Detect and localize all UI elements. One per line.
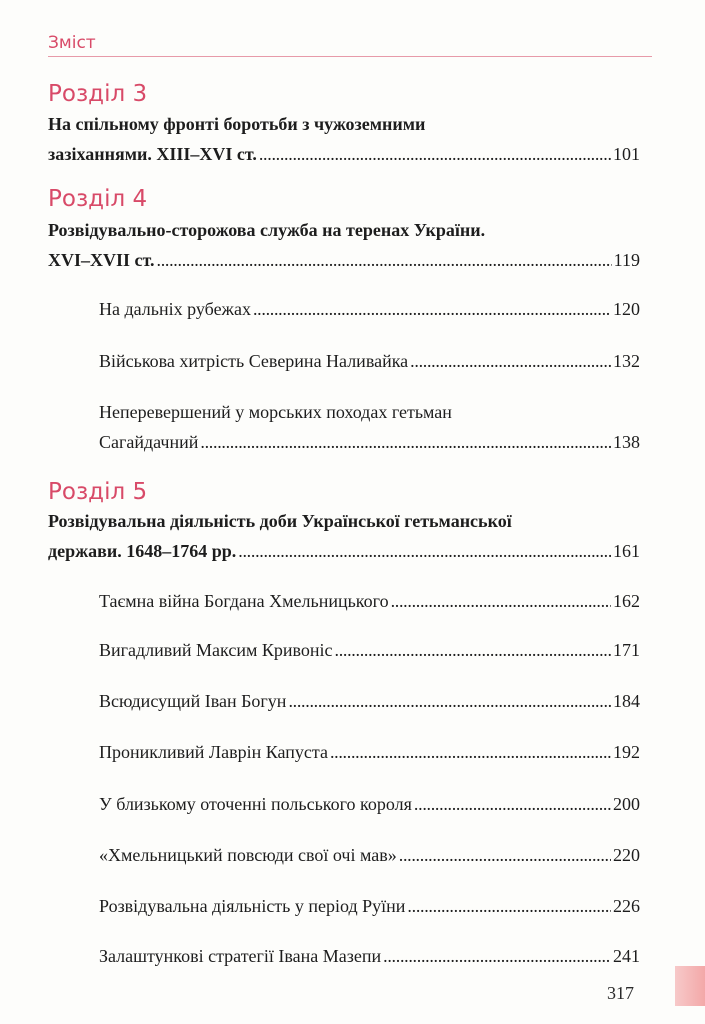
toc-entry-text: Таємна війна Богдана Хмельницького bbox=[99, 591, 389, 611]
toc-entry-text: Сагайдачний bbox=[99, 432, 199, 452]
toc-entry-text: XVI–XVII ст. bbox=[48, 250, 155, 270]
toc-entry-text: Розвідувальна діяльність у період Руїни bbox=[99, 896, 406, 916]
toc-entry[interactable] bbox=[99, 298, 640, 320]
toc-entry[interactable] bbox=[99, 741, 640, 763]
toc-entry[interactable] bbox=[99, 895, 640, 917]
toc-entry-text: У близькому оточенні польського короля bbox=[99, 794, 412, 814]
toc-entry-text: Неперевершений у морських походах гетьман bbox=[99, 402, 452, 422]
toc-entry[interactable] bbox=[99, 793, 640, 815]
toc-entry-text: Проникливий Лаврін Капуста bbox=[99, 742, 328, 762]
dot-leader bbox=[391, 590, 611, 612]
toc-entry-text: Залаштункові стратегії Івана Мазепи bbox=[99, 946, 382, 966]
page-number-ref: 101 bbox=[613, 144, 640, 164]
page-number-ref: 200 bbox=[613, 794, 640, 814]
toc-entry[interactable] bbox=[99, 401, 640, 453]
page-number-ref: 162 bbox=[613, 591, 640, 611]
dot-leader bbox=[238, 540, 611, 562]
toc-entry-text: Всюдисущий Іван Богун bbox=[99, 691, 287, 711]
dot-leader bbox=[253, 298, 611, 320]
toc-entry-text: «Хмельницький повсюди свої очі мав» bbox=[99, 845, 397, 865]
toc-entry-section-3[interactable] bbox=[48, 113, 640, 165]
toc-entry[interactable] bbox=[99, 844, 640, 866]
toc-entry[interactable] bbox=[99, 945, 640, 967]
dot-leader bbox=[330, 741, 611, 763]
toc-entry[interactable] bbox=[99, 690, 640, 712]
page-number-ref: 241 bbox=[613, 946, 640, 966]
page-number-ref: 119 bbox=[613, 250, 640, 270]
dot-leader bbox=[414, 793, 611, 815]
page-number-ref: 132 bbox=[613, 351, 640, 371]
page-number-ref: 184 bbox=[613, 691, 640, 711]
page-number-ref: 161 bbox=[613, 541, 640, 561]
header-title: Зміст bbox=[48, 33, 96, 53]
toc-entry-text: Військова хитрість Северина Наливайка bbox=[99, 351, 409, 371]
toc-entry-text: держави. 1648–1764 рр. bbox=[48, 541, 237, 561]
page-number-ref: 220 bbox=[613, 845, 640, 865]
section-title-5: Розділ 5 bbox=[48, 479, 148, 505]
corner-tab-decoration bbox=[675, 966, 705, 1006]
dot-leader bbox=[335, 639, 612, 661]
toc-entry-text: зазіханнями. XIII–XVI ст. bbox=[48, 144, 257, 164]
dot-leader bbox=[259, 143, 611, 165]
toc-entry[interactable] bbox=[99, 639, 640, 661]
section-title-4: Розділ 4 bbox=[48, 186, 148, 212]
dot-leader bbox=[200, 431, 611, 453]
dot-leader bbox=[157, 249, 612, 271]
toc-entry-text: На дальніх рубежах bbox=[99, 299, 251, 319]
dot-leader bbox=[407, 895, 611, 917]
toc-entry-section-5[interactable] bbox=[48, 510, 640, 562]
dot-leader bbox=[399, 844, 611, 866]
toc-entry-text: Розвідувальна діяльність доби Української гетьманської bbox=[48, 511, 512, 531]
section-title-3: Розділ 3 bbox=[48, 81, 148, 107]
toc-entry-text: Розвідувально-сторожова служба на теренах України. bbox=[48, 220, 486, 240]
toc-entry[interactable] bbox=[99, 350, 640, 372]
toc-entry-text: Вигадливий Максим Кривоніс bbox=[99, 640, 333, 660]
page-number-ref: 226 bbox=[613, 896, 640, 916]
toc-entry-section-4[interactable] bbox=[48, 219, 640, 271]
dot-leader bbox=[383, 945, 611, 967]
page-number-ref: 171 bbox=[613, 640, 640, 660]
page-number-ref: 192 bbox=[613, 742, 640, 762]
toc-entry-text: На спільному фронті боротьби з чужоземними bbox=[48, 114, 426, 134]
toc-entry[interactable] bbox=[99, 590, 640, 612]
dot-leader bbox=[410, 350, 611, 372]
page-number-ref: 138 bbox=[613, 432, 640, 452]
dot-leader bbox=[288, 690, 611, 712]
folio-page-number: 317 bbox=[607, 983, 634, 1003]
running-header bbox=[48, 32, 652, 57]
page-number-ref: 120 bbox=[613, 299, 640, 319]
